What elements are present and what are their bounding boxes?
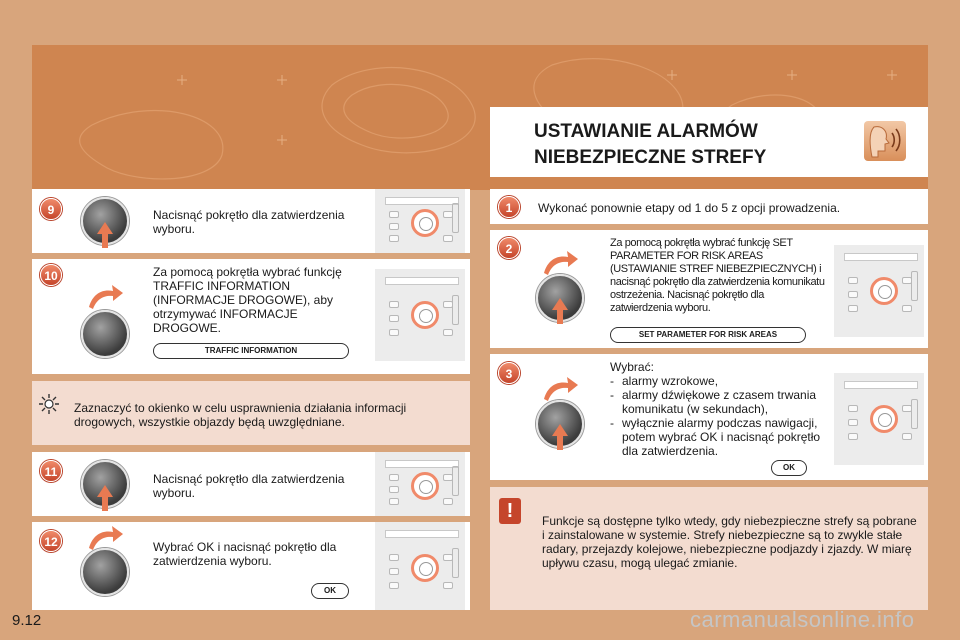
page-number: 9.12 [12,612,42,629]
lightbulb-icon [38,393,60,415]
title-box [490,107,928,177]
press-arrow-icon [97,485,113,511]
voice-icon [864,121,906,161]
warning-icon: ! [499,498,521,524]
step-11-number: 11 [40,460,62,482]
step-9-number: 9 [40,198,62,220]
list-item: - alarmy wzrokowe, [610,374,719,388]
list-item: - wyłącznie alarmy podczas nawigacji, potem wybrać OK i nacisnąć pokrętło dla zatwierdzenia. [610,416,821,458]
rotate-arrow-icon [542,375,578,401]
page-title: USTAWIANIE ALARMÓW NIEBEZPIECZNE STREFY [534,121,767,168]
step-12-text: Wybrać OK i nacisnąć pokrętło dla zatwierdzenia wyboru. [153,540,337,568]
traffic-information-button[interactable]: TRAFFIC INFORMATION [153,343,349,359]
step-3-text [610,360,830,458]
radio-unit-illustration [375,189,465,253]
warning-text: Funkcje są dostępne tylko wtedy, gdy niebezpieczne strefy są pobrane i zainstalowane w systemie. Strefy niebezpieczne są to zwykle stałe radary, przejazdy kolejowe, niebezpieczne podjazdy i zjazdy. W miarę upływu czasu, mogą ulegać zmianie. [542,514,917,570]
step-10-number: 10 [40,264,62,286]
tip-text: Zaznaczyć to okienko w celu usprawnienia działania informacji drogowych, wszystkie objazdy będą uwzględniane. [74,401,407,429]
radio-unit-illustration [375,452,465,516]
ok-button[interactable]: OK [771,460,807,476]
radio-unit-illustration [834,373,924,465]
rotate-arrow-icon [542,249,578,275]
radio-unit-illustration [375,269,465,361]
step-10-text: Za pomocą pokrętła wybrać funkcję TRAFFIC INFORMATION (INFORMACJE DROGOWE), aby otrzymywać INFORMACJE DROGOWE. [153,265,342,335]
radio-unit-illustration [375,522,465,610]
step-1-text: Wykonać ponownie etapy od 1 do 5 z opcji prowadzenia. [538,201,841,215]
press-arrow-icon [97,222,113,248]
rotate-arrow-icon [87,524,123,550]
press-arrow-icon [552,298,568,324]
rotary-knob [81,548,129,596]
set-parameter-for-risk-areas-button[interactable]: SET PARAMETER FOR RISK AREAS [610,327,806,343]
radio-unit-illustration [834,245,924,337]
step-2-number: 2 [498,237,520,259]
rotate-arrow-icon [87,283,123,309]
step-12-number: 12 [40,530,62,552]
step-9-text: Nacisnąć pokrętło dla zatwierdzenia wyboru. [153,208,345,236]
watermark: carmanualsonline.info [690,607,915,632]
step-11-text: Nacisnąć pokrętło dla zatwierdzenia wyboru. [153,472,345,500]
step-3-number: 3 [498,362,520,384]
list-item: - alarmy dźwiękowe z czasem trwania komunikatu (w sekundach), [610,388,817,416]
press-arrow-icon [552,424,568,450]
step-2-text: Za pomocą pokrętła wybrać funkcję SET PARAMETER FOR RISK AREAS (USTAWIANIE STREF NIEBEZPIECZNYCH) i nacisnąć pokrętło dla zatwierdzenia komunikatu ostrzeżenia. Nacisnąć pokrętło dla zatwierdzenia wyboru. [610,237,825,314]
step-1-number: 1 [498,196,520,218]
rotary-knob [81,310,129,358]
ok-button[interactable]: OK [311,583,349,599]
step-3-intro: Wybrać: [610,360,654,374]
